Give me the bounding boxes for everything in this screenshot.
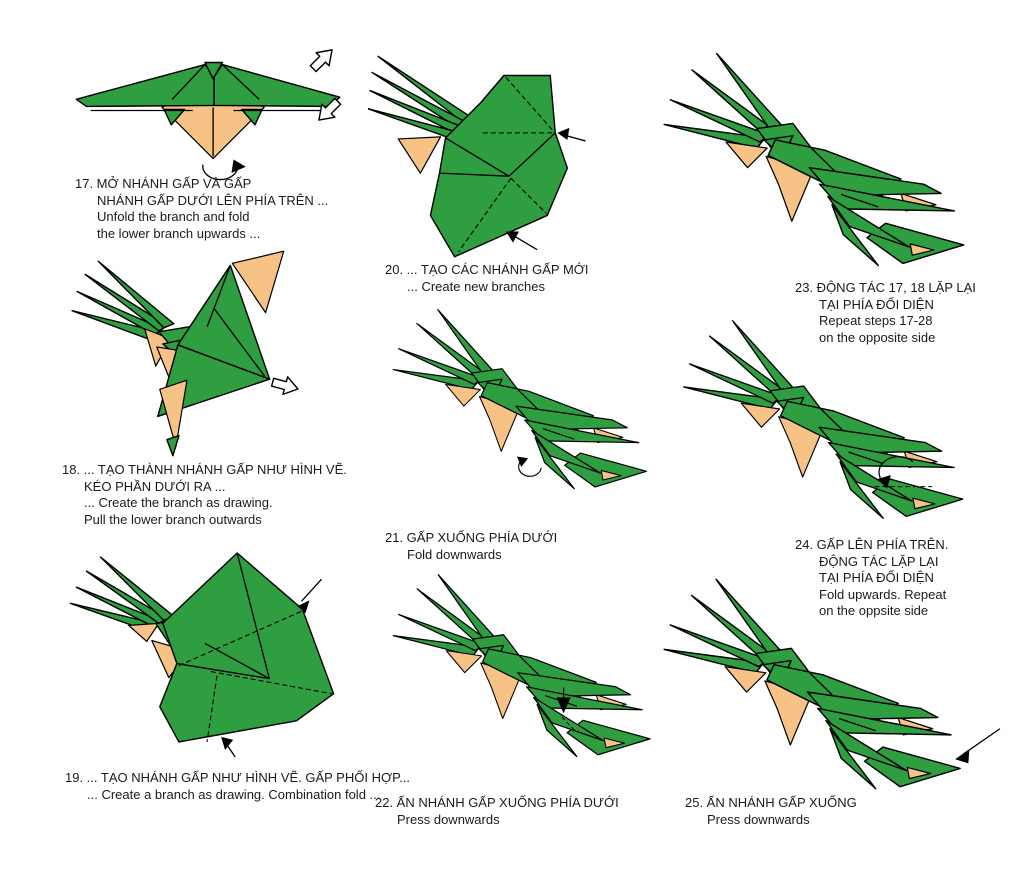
caption-step-22 (375, 795, 619, 828)
figure-step-18 (58, 248, 320, 460)
caption-line: KÉO PHẦN DƯỚI RA ... (84, 478, 226, 494)
caption-line: Press downwards (707, 811, 810, 827)
figure-step-17 (70, 38, 346, 181)
caption-line: ĐỘNG TÁC LẶP LẠI (819, 553, 939, 569)
figure-step-25 (658, 568, 1004, 802)
caption-line: 24. GẤP LÊN PHÍA TRÊN. (795, 537, 949, 552)
caption-line: 17. MỞ NHÁNH GẤP VÀ GẤP (75, 176, 252, 191)
paper-right-wing (214, 65, 340, 107)
caption-line: on the oppsite side (819, 603, 929, 618)
figure-step-21 (388, 300, 684, 500)
figure-step-20 (368, 42, 660, 259)
caption-step-17 (75, 176, 328, 242)
caption-line: Repeat steps 17-28 (819, 313, 933, 328)
caption-step-25 (685, 795, 857, 828)
paper-unfolded-body (430, 75, 567, 256)
caption-line: 18. ... TẠO THÀNH NHÁNH GẤP NHƯ HÌNH VẼ. (62, 462, 347, 477)
caption-line: Fold upwards. Repeat (819, 586, 947, 602)
paper-main-body (160, 553, 334, 742)
caption-step-20 (385, 262, 589, 295)
caption-line: 23. ĐỘNG TÁC 17, 18 LẶP LẠI (795, 280, 976, 295)
push-arrow-right-icon (557, 128, 585, 141)
caption-step-21 (385, 530, 557, 563)
caption-line: Fold downwards (407, 546, 502, 562)
paper-left-wing (76, 65, 214, 107)
caption-line: 20. ... TẠO CÁC NHÁNH GẤP MỚI (385, 262, 589, 277)
caption-line: TẠI PHÍA ĐỐI DIỆN (819, 296, 934, 312)
figure-step-19 (58, 543, 350, 759)
caption-line: ... Create new branches (407, 278, 546, 294)
figure-step-22 (388, 565, 688, 768)
caption-line: Pull the lower branch outwards (84, 511, 262, 527)
caption-line: NHÁNH GẤP DƯỚI LÊN PHÍA TRÊN ... (97, 192, 329, 208)
caption-line: Press downwards (397, 811, 500, 827)
caption-line: 22. ẤN NHÁNH GẤP XUỐNG PHÍA DƯỚI (375, 795, 619, 810)
caption-step-18 (62, 462, 347, 528)
push-arrow-top-icon (297, 579, 321, 613)
caption-line: the lower branch upwards ... (97, 225, 261, 241)
caption-step-19 (65, 770, 410, 803)
press-down-arrow-icon (955, 729, 1000, 764)
caption-line: 19. ... TẠO NHÁNH GẤP NHƯ HÌNH VẼ. GẤP PHỐI HỢP... (65, 770, 410, 785)
unfold-arrow-up-icon (307, 43, 339, 75)
caption-line: ... Create a branch as drawing. Combination fold ... (87, 786, 381, 802)
caption-line: TẠI PHÍA ĐỐI DIỆN (819, 570, 934, 585)
push-arrow-bottom-icon (506, 232, 537, 250)
pull-arrow-icon (270, 373, 300, 397)
caption-line: on the opposite side (819, 329, 936, 345)
push-arrow-bottom-icon (221, 737, 235, 757)
figure-step-24 (678, 310, 1004, 531)
caption-line: Unfold the branch and fold (97, 209, 250, 224)
caption-line: 25. ẤN NHÁNH GẤP XUỐNG (685, 795, 857, 810)
caption-line: 21. GẤP XUỐNG PHÍA DƯỚI (385, 530, 558, 545)
caption-line: ... Create the branch as drawing. (84, 495, 273, 510)
fold-curl-arrow-icon (517, 457, 541, 477)
figure-step-23 (658, 42, 1008, 279)
